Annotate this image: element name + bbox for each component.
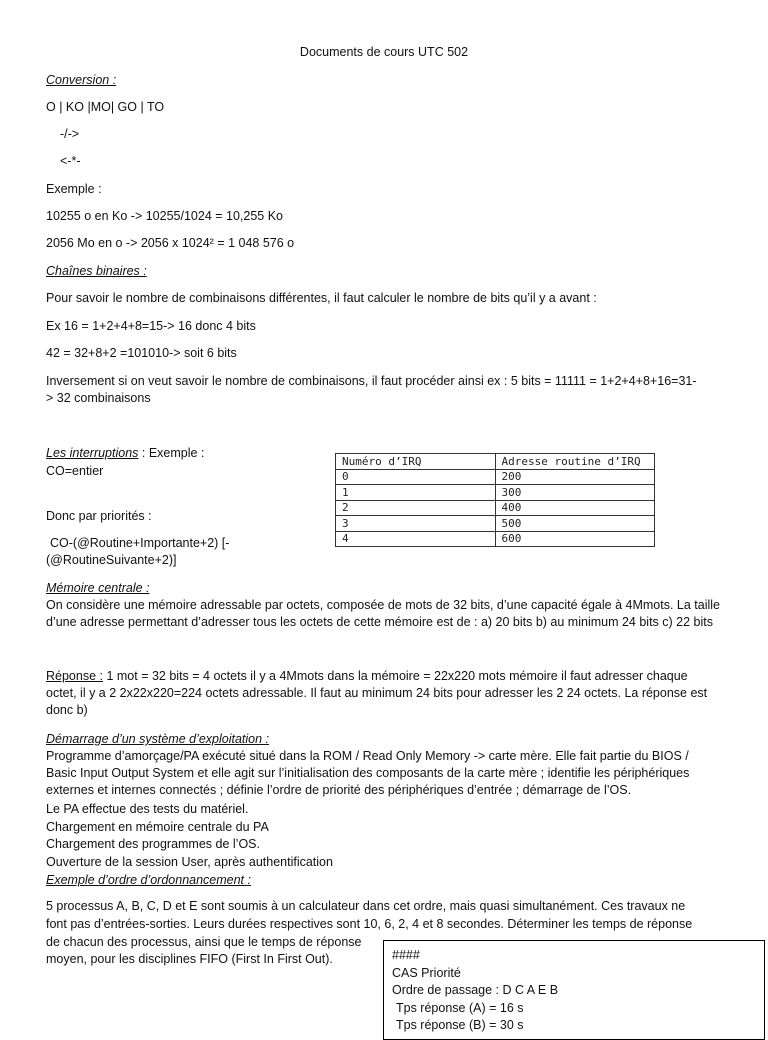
conversion-example-2: 2056 Mo en o -> 2056 x 1024² = 1 048 576 o — [46, 236, 295, 250]
irq-address-cell: 400 — [495, 500, 655, 516]
demarrage-step-4: Ouverture de la session User, après authentification — [46, 855, 333, 869]
conversion-units: O | KO |MO| GO | TO — [46, 100, 165, 114]
irq-number-cell: 0 — [336, 469, 496, 485]
irq-number-cell: 3 — [336, 516, 496, 532]
irq-number-cell: 2 — [336, 500, 496, 516]
interruptions-heading: Les interruptions — [46, 446, 139, 460]
demarrage-step-2: Chargement en mémoire centrale du PA — [46, 820, 269, 834]
table-row — [336, 500, 655, 516]
irq-table-header-row — [336, 454, 655, 470]
reponse-label: Réponse : — [46, 669, 103, 683]
table-row — [336, 469, 655, 485]
irq-col-address-header: Adresse routine d’IRQ — [495, 454, 655, 470]
box-ordre: Ordre de passage : D C A E B — [392, 983, 559, 997]
ordonnancement-line-3: de chacun des processus, ainsi que le temps de réponse — [46, 935, 362, 949]
irq-col-number-header: Numéro d’IRQ — [336, 454, 496, 470]
chaines-heading: Chaînes binaires : — [46, 264, 147, 278]
ordonnancement-heading: Exemple d’ordre d’ordonnancement : — [46, 873, 251, 887]
conversion-arrow-left: <-*- — [60, 154, 81, 168]
table-row — [336, 485, 655, 501]
box-tps-a: Tps réponse (A) = 16 s — [396, 1000, 524, 1015]
memoire-text: On considère une mémoire adressable par octets, composée de mots de 32 bits, d’une capacité égale à 4Mmots. La taille d’une adresse permettant d’adresser tous les octets de cette mémoire est de : a) 20 bits b) au minimum 24 bits c) 22 bits — [46, 598, 720, 629]
irq-address-cell: 300 — [495, 485, 655, 501]
page-title: Documents de cours UTC 502 — [299, 45, 469, 59]
chaines-intro: Pour savoir le nombre de combinaisons différentes, il faut calculer le nombre de bits qu’il y a avant : — [46, 291, 597, 305]
interruptions-heading-tail: : Exemple : — [138, 446, 205, 460]
memoire-heading: Mémoire centrale : — [46, 581, 150, 595]
ordonnancement-line-1: 5 processus A, B, C, D et E sont soumis à un calculateur dans cet ordre, mais quasi simultanément. Ces travaux ne — [46, 899, 686, 913]
irq-address-cell: 500 — [495, 516, 655, 532]
box-tps-b: Tps réponse (B) = 30 s — [396, 1018, 524, 1032]
conversion-example-label: Exemple : — [46, 182, 102, 196]
chaines-inverse-line-1: Inversement si on veut savoir le nombre de combinaisons, il faut procéder ainsi ex : 5 bits = 11111 = 1+2+4+8+16=31- — [46, 374, 697, 388]
chaines-example-2: 42 = 32+8+2 =101010-> soit 6 bits — [46, 346, 237, 360]
chaines-example-1: Ex 16 = 1+2+4+8=15-> 16 donc 4 bits — [46, 319, 256, 333]
irq-address-cell: 600 — [495, 531, 655, 547]
conversion-arrow-right: -/-> — [60, 127, 80, 141]
demarrage-text: Programme d’amorçage/PA exécuté situé dans la ROM / Read Only Memory -> carte mère. Elle fait partie du BIOS / Basic Input Output System et elle agit sur l’initialisation des composants de la carte mère ; identifie les périphériques externes et internes connectés ; définie l’ordre de priorité des périphériques d’entrée ; démarrage de l’OS. — [46, 749, 690, 797]
interruptions-heading-line — [46, 445, 204, 461]
irq-number-cell: 1 — [336, 485, 496, 501]
interruptions-co: CO=entier — [46, 464, 104, 478]
irq-number-cell: 4 — [336, 531, 496, 547]
chaines-inverse-line-2: > 32 combinaisons — [46, 391, 151, 405]
table-row — [336, 531, 655, 547]
box-hashes: #### — [392, 948, 420, 962]
interruptions-priorites: Donc par priorités : — [46, 509, 152, 523]
reponse-text: 1 mot = 32 bits = 4 octets il y a 4Mmots dans la mémoire = 22x220 mots mémoire il faut adresser chaque octet, il y a 2 2x22x220=224 octets adressable. Il faut au minimum 24 bits pour adresser les 2 24 octets. La réponse est donc b) — [46, 669, 708, 717]
demarrage-step-1: Le PA effectue des tests du matériel. — [46, 802, 249, 816]
conversion-heading: Conversion : — [46, 73, 117, 87]
table-row — [336, 516, 655, 532]
priority-case-box — [383, 940, 765, 1040]
interruptions-formula-1: CO-(@Routine+Importante+2) [- — [50, 536, 230, 550]
ordonnancement-line-4: moyen, pour les disciplines FIFO (First In First Out). — [46, 952, 333, 966]
irq-table — [335, 453, 655, 547]
interruptions-formula-2: (@RoutineSuivante+2)] — [46, 553, 177, 567]
irq-address-cell: 200 — [495, 469, 655, 485]
conversion-example-1: 10255 o en Ko -> 10255/1024 = 10,255 Ko — [46, 209, 284, 223]
ordonnancement-line-2: font pas d’entrées-sorties. Leurs durées respectives sont 10, 6, 2, 4 et 8 secondes. Déterminer les temps de réponse — [46, 917, 693, 931]
box-title: CAS Priorité — [392, 965, 461, 980]
memoire-reponse — [46, 668, 721, 719]
demarrage-step-3: Chargement des programmes de l’OS. — [46, 837, 260, 851]
demarrage-heading: Démarrage d’un système d’exploitation : — [46, 732, 270, 746]
